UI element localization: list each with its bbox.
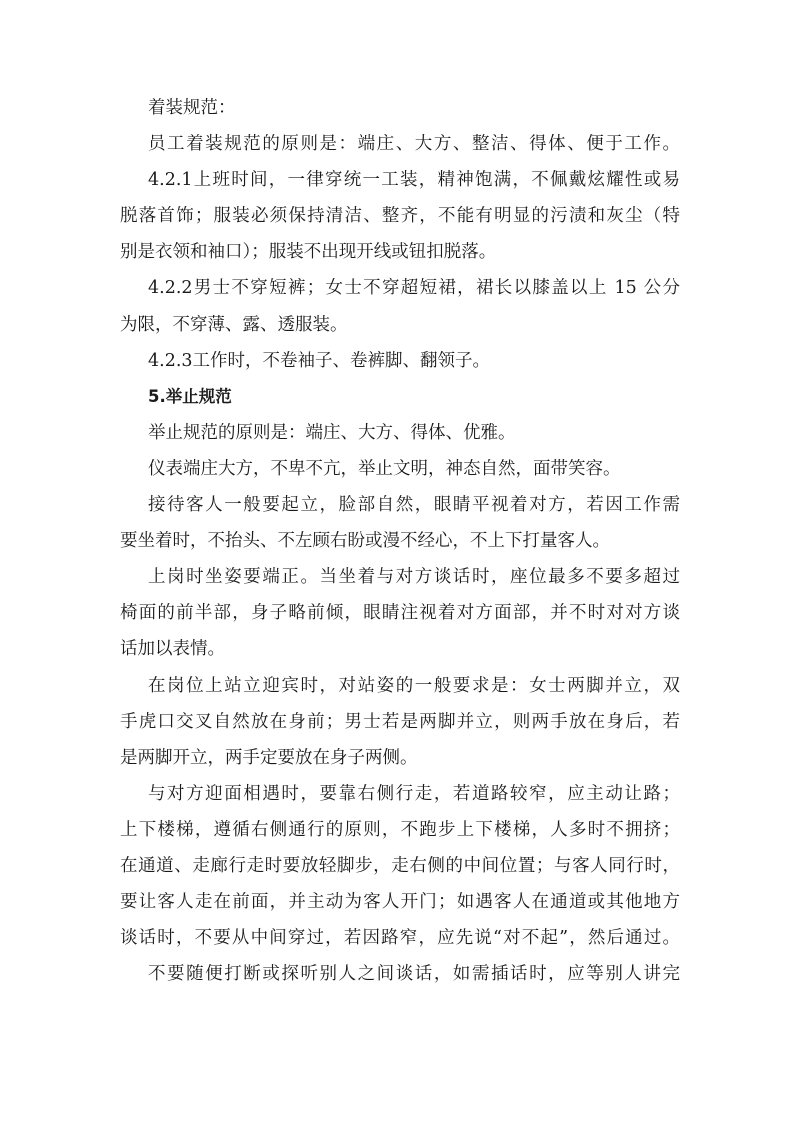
text-line: 谈话时，不要从中间穿过，若因路窄，应先说“对不起”，然后通过。 <box>120 928 680 949</box>
section-heading: 5.举止规范 <box>148 386 232 406</box>
text-line: 4.2.2男士不穿短裤；女士不穿超短裙，裙长以膝盖以上 15 公分 <box>148 278 680 299</box>
text-line: 椅面的前半部，身子略前倾，眼睛注视着对方面部，并不时对对方谈 <box>120 603 680 624</box>
text-line: 在岗位上站立迎宾时，对站姿的一般要求是：女士两脚并立，双 <box>148 675 680 696</box>
text-line: 脱落首饰；服装必须保持清洁、整齐，不能有明显的污渍和灰尘（特 <box>120 206 680 227</box>
text-line: 上下楼梯，遵循右侧通行的原则，不跑步上下楼梯，人多时不拥挤； <box>120 819 680 840</box>
text-line: 在通道、走廊行走时要放轻脚步，走右侧的中间位置；与客人同行时， <box>120 855 680 876</box>
text-line: 为限，不穿薄、露、透服装。 <box>120 314 348 335</box>
text-line: 话加以表情。 <box>120 639 225 660</box>
text-line: 接待客人一般要起立，脸部自然，眼睛平视着对方，若因工作需 <box>148 495 680 516</box>
text-line: 不要随便打断或探听别人之间谈话，如需插话时，应等别人讲完 <box>148 964 680 985</box>
text-line: 是两脚开立，两手定要放在身子两侧。 <box>120 747 418 768</box>
text-line: 上岗时坐姿要端正。当坐着与对方谈话时，座位最多不要多超过 <box>148 567 680 588</box>
text-line: 手虎口交叉自然放在身前；男士若是两脚并立，则两手放在身后，若 <box>120 711 680 732</box>
text-line: 别是衣领和袖口）；服装不出现开线或钮扣脱落。 <box>120 242 497 263</box>
text-line: 要坐着时，不抬头、不左顾右盼或漫不经心，不上下打量客人。 <box>120 531 610 552</box>
text-line: 与对方迎面相遇时，要靠右侧行走，若道路较窄，应主动让路； <box>148 783 680 804</box>
document-body <box>120 90 680 992</box>
text-line: 员工着装规范的原则是：端庄、大方、整洁、得体、便于工作。 <box>148 134 680 155</box>
text-line: 要让客人走在前面，并主动为客人开门；如遇客人在通道或其他地方 <box>120 892 680 913</box>
text-line: 举止规范的原则是：端庄、大方、得体、优雅。 <box>148 422 516 443</box>
text-line: 4.2.3工作时，不卷袖子、卷裤脚、翻领子。 <box>148 350 491 371</box>
text-line: 仪表端庄大方，不卑不亢，举止文明，神态自然，面带笑容。 <box>148 458 621 479</box>
text-line: 4.2.1上班时间，一律穿统一工装，精神饱满，不佩戴炫耀性或易 <box>148 170 680 191</box>
text-line: 着装规范： <box>148 98 236 118</box>
